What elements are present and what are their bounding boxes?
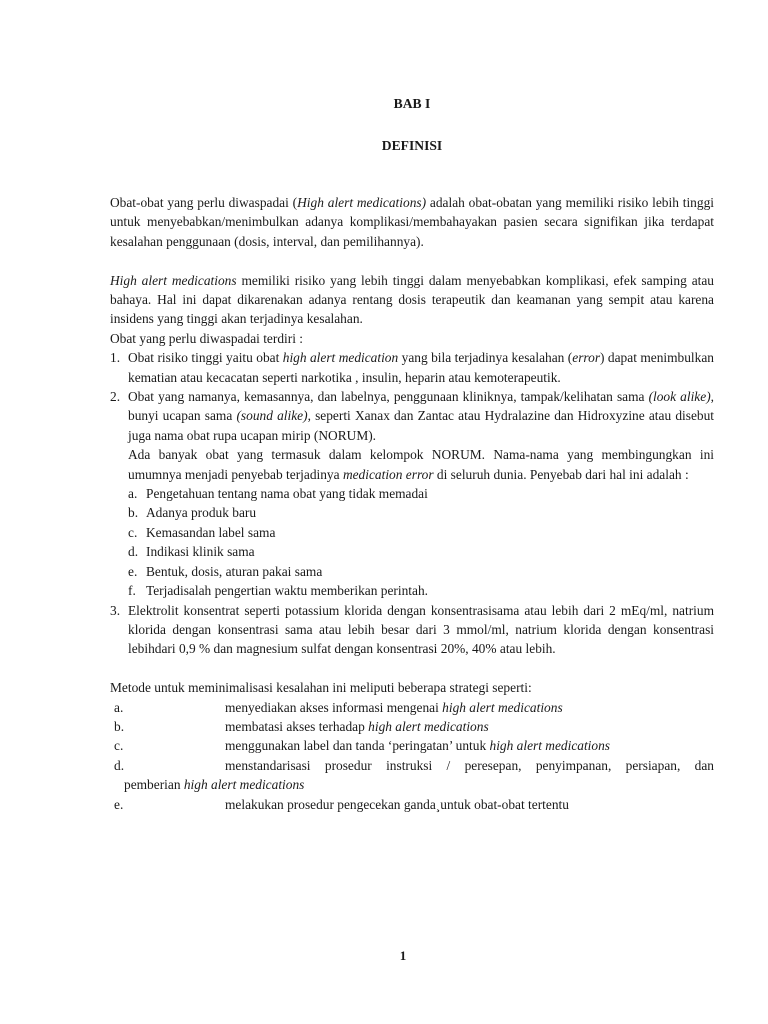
page-number: 1 (399, 948, 407, 963)
list-marker: 3. (110, 602, 121, 618)
chapter-heading: BAB I (393, 96, 431, 111)
list-item: 1. Obat risiko tinggi yaitu obat high alert medication yang bila terjadinya kesalahan (error) dapat menimbulkan kematian atau kecacatan seperti narkotika , insulin, heparin atau kemoterapeutik. (110, 350, 714, 385)
strategy-item: d. menstandarisasi prosedur instruksi / peresepan, penyimpanan, persiapan, dan pemberian high alert medications (114, 757, 714, 793)
list-marker: 2. (110, 389, 121, 405)
risk-paragraph: High alert medications memiliki risiko yang lebih tinggi dalam menyebabkan komplikasi, efek samping atau bahaya. Hal ini dapat dikarenakan adanya rentang dosis terapeutik dan keamanan yang sempit atau karena insidens yang tinggi akan terjadinya kesalahan. (110, 272, 714, 327)
methods-intro: Metode untuk meminimalisasi kesalahan ini meliputi beberapa strategi seperti: (110, 680, 532, 696)
list-item: e. Bentuk, dosis, aturan pakai sama (128, 563, 323, 579)
list-item: 3. Elektrolit konsentrat seperti potassium klorida dengan konsentrasisama atau lebih dari 2 mEq/ml, natrium klorida dengan konsentrasi sama atau lebih besar dari 3 mmol/ml, natrium klorida dengan konsentrasi lebihdari 0,9 % dan magnesium sulfat dengan konsentrasi 20%, 40% atau lebih. (110, 602, 714, 657)
list-item: d. Indikasi klinik sama (128, 544, 255, 560)
list-item: a. Pengetahuan tentang nama obat yang tidak memadai (128, 486, 428, 502)
strategy-item: b. membatasi akses terhadap high alert medications (114, 718, 489, 734)
strategy-item: a. menyediakan akses informasi mengenai high alert medications (114, 699, 563, 715)
body-text (110, 193, 714, 814)
medication-category-list (110, 348, 714, 659)
list-item: b. Adanya produk baru (128, 505, 257, 521)
list-item: f. Terjadisalah pengertian waktu memberikan perintah. (128, 583, 429, 599)
strategy-item: e. melakukan prosedur pengecekan ganda¸untuk obat-obat tertentu (114, 796, 569, 812)
chapter-title: DEFINISI (381, 138, 443, 153)
strategy-item: c. menggunakan label dan tanda ‘peringatan’ untuk high alert medications (114, 738, 611, 754)
causes-list (128, 484, 714, 600)
list-item: c. Kemasandan label sama (128, 524, 276, 540)
definition-paragraph: Obat-obat yang perlu diwaspadai (High alert medications) adalah obat-obatan yang memiliki risiko lebih tinggi untuk menyebabkan/menimbulkan adanya komplikasi/membahayakan pasien secara signifikan jika terdapat kesalahan penggunaan (dosis, interval, dan pemilihannya). (110, 195, 714, 249)
list-marker: 1. (110, 350, 121, 366)
list-intro: Obat yang perlu diwaspadai terdiri : (110, 330, 303, 346)
list-item: 2. Obat yang namanya, kemasannya, dan labelnya, penggunaan kliniknya, tampak/kelihatan sama (look alike), bunyi ucapan sama (sound alike), seperti Xanax dan Zantac atau Hydralazine dan Hidroxyzine atau disebut juga nama obat rupa ucapan mirip (NORUM). Ada banyak obat yang termasuk dalam kelompok NORUM. Nama-nama yang membingungkan ini umumnya menjadi penyebab terjadinya medication error di seluruh dunia. Penyebab dari hal ini adalah : a. Pengetahuan tentang nama obat yang tidak memadai b. Adanya produk baru c. Kemasandan label sama d. Indikasi klinik sama e. Bentuk, dosis, aturan pakai sama f. Terjadisalah pengertian waktu memberikan perintah. (110, 387, 714, 600)
